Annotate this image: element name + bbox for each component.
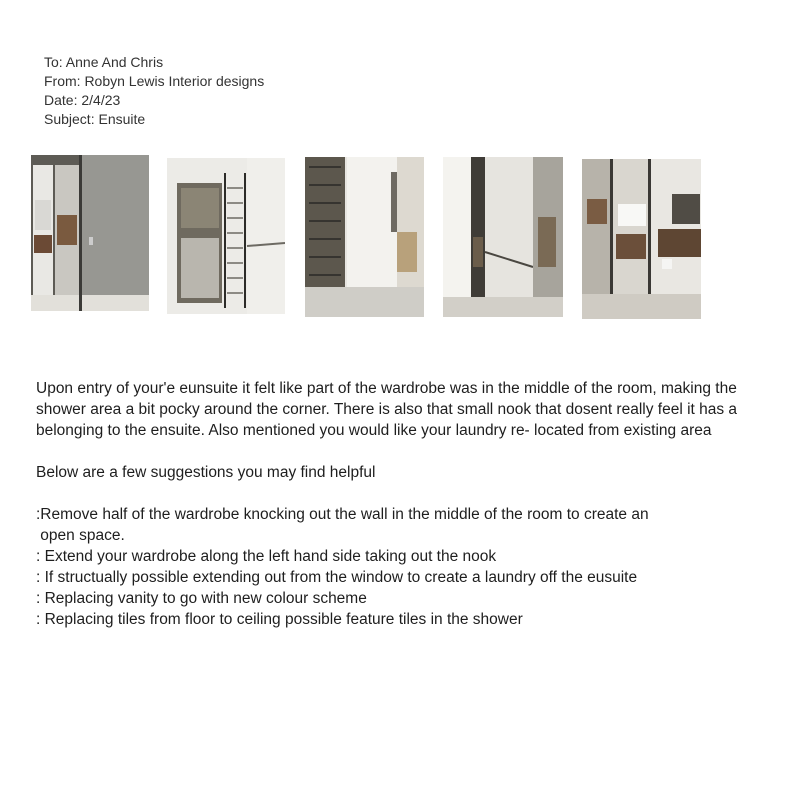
suggestion-item: : Replacing vanity to go with new colour scheme (36, 590, 367, 607)
photo-shower-louvre-window (167, 158, 285, 314)
suggestion-item: : Extend your wardrobe along the left hand side taking out the nook (36, 548, 497, 565)
suggestion-list (36, 504, 776, 630)
memo-subject: Subject: Ensuite (44, 111, 146, 127)
suggestion-item: : Replacing tiles from floor to ceiling possible feature tiles in the shower (36, 611, 523, 628)
photo-shower-corner (305, 157, 424, 317)
photo-vanity-mirror-reflection (582, 159, 701, 319)
lead-paragraph: Below are a few suggestions you may find helpful (36, 464, 376, 481)
suggestion-item: open space. (36, 527, 125, 544)
photo-wardrobe-mirror-doors (31, 155, 149, 311)
memo-date: Date: 2/4/23 (44, 92, 121, 108)
intro-paragraph: Upon entry of your'e eunsuite it felt like part of the wardrobe was in the middle of the room, making the shower area a bit pocky around the corner. There is also that small nook that dosent really feel it has a belonging to the ensuite. Also mentioned you would like your laundry re- located from existing area (36, 380, 738, 439)
memo-to: To: Anne And Chris (44, 54, 164, 70)
suggestion-item: :Remove half of the wardrobe knocking out the wall in the middle of the room to create an (36, 506, 649, 523)
memo-header (44, 53, 264, 129)
memo-from: From: Robyn Lewis Interior designs (44, 73, 265, 89)
suggestion-item: : If structually possible extending out from the window to create a laundry off the eusuite (36, 569, 638, 586)
memo-body (36, 378, 776, 630)
photo-doorway-wall (443, 157, 563, 317)
